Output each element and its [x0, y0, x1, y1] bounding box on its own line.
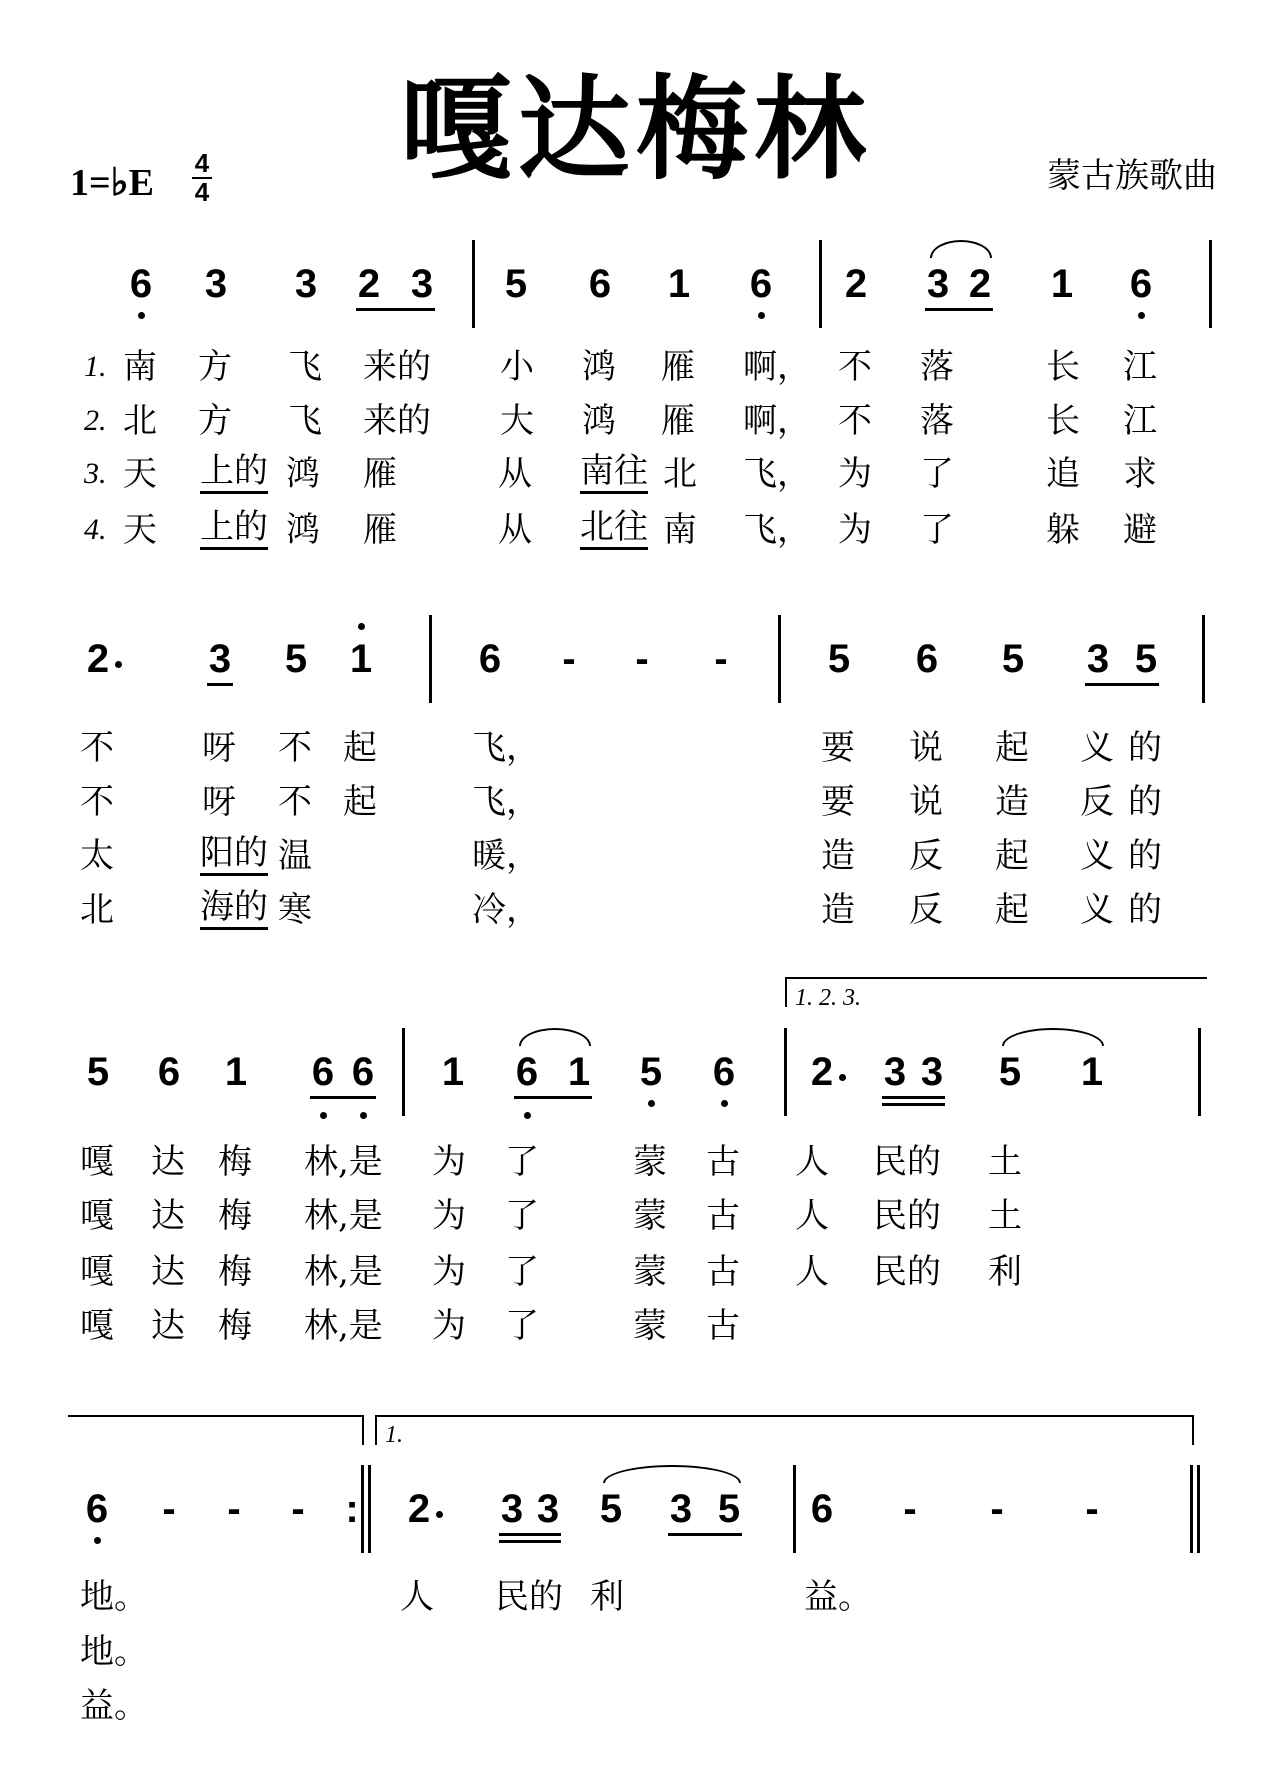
augmentation-dot — [436, 1511, 443, 1518]
time-numerator: 4 — [194, 148, 210, 178]
lyric-syllable: 造 — [821, 890, 855, 930]
lyric-syllable: 了 — [920, 510, 954, 550]
note: 3 — [536, 1487, 560, 1531]
beam-line — [882, 1103, 945, 1106]
beam-line — [356, 308, 435, 311]
note: 6 — [1129, 262, 1153, 306]
lyric-syllable: 造 — [821, 836, 855, 876]
note: 3 — [410, 262, 434, 306]
note: 3 — [294, 262, 318, 306]
lyric-syllable: 起 — [343, 728, 377, 768]
note: 5 — [86, 1050, 110, 1094]
note: 3 — [204, 262, 228, 306]
lyric-syllable: 从 — [498, 510, 532, 550]
note: 1 — [567, 1050, 591, 1094]
low-octave-dot — [721, 1100, 728, 1107]
note: 5 — [599, 1487, 623, 1531]
note: 1 — [224, 1050, 248, 1094]
volta-bracket-123 — [785, 977, 1207, 979]
note: 3 — [1086, 637, 1110, 681]
lyric-syllable: 躲 — [1046, 510, 1080, 550]
beam-line — [925, 308, 993, 311]
lyric-syllable: 飞 — [288, 347, 322, 387]
lyric-syllable: 温 — [278, 836, 312, 876]
lyric-syllable: 不 — [80, 728, 114, 768]
lyric-syllable: 的 — [1128, 728, 1162, 768]
lyric-syllable: 飞， — [743, 454, 811, 494]
lyric-syllable: 飞 — [288, 401, 322, 441]
beam-line — [1085, 683, 1159, 686]
note: 6 — [712, 1050, 736, 1094]
lyric-syllable: 鸿 — [286, 454, 320, 494]
note: 2 — [357, 262, 381, 306]
note: 5 — [717, 1487, 741, 1531]
lyric-syllable: 江 — [1123, 347, 1157, 387]
note: 5 — [998, 1050, 1022, 1094]
lyric-syllable: 民的 — [873, 1252, 941, 1292]
volta-bracket-repeat — [68, 1415, 364, 1417]
beam-line — [499, 1533, 561, 1536]
barline — [1197, 1465, 1200, 1553]
barline — [402, 1028, 405, 1116]
lyric-syllable: 地。 — [80, 1632, 148, 1672]
note: 6 — [515, 1050, 539, 1094]
note: 6 — [351, 1050, 375, 1094]
lyric-syllable: 地。 — [80, 1577, 148, 1617]
lyric-syllable: 嘎 — [80, 1306, 114, 1346]
barline — [1202, 615, 1205, 703]
lyric-syllable: 阳的 — [200, 836, 268, 876]
lyric-syllable: 要 — [821, 782, 855, 822]
lyric-syllable: 起 — [995, 890, 1029, 930]
lyric-syllable: 北 — [663, 454, 697, 494]
lyric-syllable: 避 — [1123, 510, 1157, 550]
lyric-syllable: 上的 — [200, 510, 268, 550]
lyric-syllable: 人 — [795, 1252, 829, 1292]
lyric-syllable: 小 — [500, 347, 534, 387]
repeat-sign: : — [345, 1487, 359, 1531]
lyric-syllable: 人 — [400, 1577, 434, 1617]
lyric-syllable: 南 — [663, 510, 697, 550]
lyric-syllable: 古 — [706, 1196, 740, 1236]
low-octave-dot — [320, 1112, 327, 1119]
lyric-syllable: 利 — [590, 1577, 624, 1617]
lyric-syllable: 飞， — [472, 728, 540, 768]
time-signature — [192, 150, 212, 206]
lyric-syllable: 天 — [123, 454, 157, 494]
barline — [472, 240, 475, 328]
volta-edge — [785, 979, 787, 1007]
lyric-syllable: 雁 — [363, 510, 397, 550]
lyric-syllable: 古 — [706, 1306, 740, 1346]
note: 3 — [920, 1050, 944, 1094]
lyric-syllable: 达 — [151, 1142, 185, 1182]
lyric-syllable: 南 — [123, 347, 157, 387]
note: 6 — [311, 1050, 335, 1094]
lyric-syllable: 为 — [432, 1252, 466, 1292]
lyric-syllable: 起 — [343, 782, 377, 822]
low-octave-dot — [524, 1112, 531, 1119]
note-dash: - — [990, 1487, 1004, 1531]
low-octave-dot — [1138, 312, 1145, 319]
lyric-syllable: 海的 — [200, 890, 268, 930]
volta-bracket-1 — [375, 1415, 1194, 1417]
lyric-syllable: 呀 — [202, 782, 236, 822]
barline — [793, 1465, 796, 1553]
note-dash: - — [291, 1487, 305, 1531]
note: 2 — [407, 1487, 431, 1531]
lyric-syllable: 达 — [151, 1306, 185, 1346]
high-octave-dot — [358, 623, 365, 630]
tie-arc — [519, 1028, 591, 1046]
lyric-syllable: 了 — [505, 1142, 539, 1182]
lyric-syllable: 雁 — [661, 347, 695, 387]
lyric-syllable: 说 — [909, 728, 943, 768]
note: 6 — [588, 262, 612, 306]
lyric-syllable: 落 — [920, 401, 954, 441]
lyric-syllable: 为 — [838, 510, 872, 550]
low-octave-dot — [94, 1537, 101, 1544]
note: 2 — [810, 1050, 834, 1094]
lyric-syllable: 林,是 — [304, 1306, 383, 1346]
lyric-syllable: 方 — [198, 347, 232, 387]
time-denominator: 4 — [194, 177, 210, 207]
lyric-syllable: 了 — [505, 1306, 539, 1346]
lyric-syllable: 蒙 — [633, 1252, 667, 1292]
lyric-syllable: 鸿 — [582, 401, 616, 441]
lyric-syllable: 啊， — [743, 347, 811, 387]
lyric-syllable: 太 — [80, 836, 114, 876]
low-octave-dot — [648, 1100, 655, 1107]
lyric-syllable: 义 — [1080, 728, 1114, 768]
note-dash: - — [903, 1487, 917, 1531]
lyric-syllable: 梅 — [218, 1196, 252, 1236]
lyric-syllable: 北往 — [580, 510, 648, 550]
lyric-syllable: 的 — [1128, 836, 1162, 876]
lyric-syllable: 蒙 — [633, 1196, 667, 1236]
beam-line — [514, 1096, 592, 1099]
lyric-syllable: 嘎 — [80, 1196, 114, 1236]
lyric-syllable: 梅 — [218, 1306, 252, 1346]
lyric-syllable: 暖， — [472, 836, 540, 876]
lyric-syllable: 寒 — [278, 890, 312, 930]
barline — [1198, 1028, 1201, 1116]
lyric-syllable: 蒙 — [633, 1306, 667, 1346]
beam-line — [207, 683, 233, 686]
barline — [778, 615, 781, 703]
note: 6 — [478, 637, 502, 681]
lyric-syllable: 梅 — [218, 1252, 252, 1292]
lyric-syllable: 飞， — [743, 510, 811, 550]
verse-number: 4. — [84, 513, 107, 546]
lyric-syllable: 呀 — [202, 728, 236, 768]
lyric-syllable: 不 — [278, 782, 312, 822]
lyric-syllable: 林,是 — [304, 1196, 383, 1236]
note: 6 — [915, 637, 939, 681]
verse-number: 1. — [84, 350, 107, 383]
low-octave-dot — [360, 1112, 367, 1119]
note: 1 — [667, 262, 691, 306]
augmentation-dot — [115, 661, 122, 668]
verse-number: 3. — [84, 457, 107, 490]
lyric-syllable: 反 — [1080, 782, 1114, 822]
note: 3 — [208, 637, 232, 681]
beam-line — [882, 1096, 945, 1099]
lyric-syllable: 求 — [1123, 454, 1157, 494]
lyric-syllable: 雁 — [363, 454, 397, 494]
lyric-syllable: 冷， — [472, 890, 540, 930]
lyric-syllable: 人 — [795, 1142, 829, 1182]
note: 2 — [968, 262, 992, 306]
barline — [429, 615, 432, 703]
note-dash: - — [162, 1487, 176, 1531]
lyric-syllable: 不 — [278, 728, 312, 768]
lyric-syllable: 来的 — [363, 401, 431, 441]
lyric-syllable: 蒙 — [633, 1142, 667, 1182]
lyric-syllable: 啊， — [743, 401, 811, 441]
barline — [819, 240, 822, 328]
key-signature: 1=♭E — [70, 162, 154, 204]
note: 6 — [85, 1487, 109, 1531]
note: 6 — [810, 1487, 834, 1531]
lyric-syllable: 土 — [988, 1142, 1022, 1182]
note: 1 — [1050, 262, 1074, 306]
volta-edge — [375, 1417, 377, 1445]
lyric-syllable: 飞， — [472, 782, 540, 822]
lyric-syllable: 达 — [151, 1252, 185, 1292]
lyric-syllable: 造 — [995, 782, 1029, 822]
lyric-syllable: 民的 — [873, 1196, 941, 1236]
lyric-syllable: 来的 — [363, 347, 431, 387]
lyric-syllable: 鸿 — [286, 510, 320, 550]
note: 6 — [157, 1050, 181, 1094]
lyric-syllable: 追 — [1046, 454, 1080, 494]
lyric-syllable: 不 — [838, 401, 872, 441]
augmentation-dot — [839, 1074, 846, 1081]
lyric-syllable: 起 — [995, 728, 1029, 768]
lyric-syllable: 为 — [838, 454, 872, 494]
song-origin: 蒙古族歌曲 — [1047, 156, 1217, 196]
lyric-syllable: 了 — [505, 1196, 539, 1236]
lyric-syllable: 嘎 — [80, 1142, 114, 1182]
lyric-syllable: 的 — [1128, 782, 1162, 822]
note-dash: - — [562, 637, 576, 681]
note: 6 — [129, 262, 153, 306]
lyric-syllable: 林,是 — [304, 1252, 383, 1292]
lyric-syllable: 方 — [198, 401, 232, 441]
barline — [361, 1465, 364, 1553]
volta-label-123: 1. 2. 3. — [795, 985, 861, 1011]
lyric-syllable: 的 — [1128, 890, 1162, 930]
lyric-syllable: 了 — [920, 454, 954, 494]
low-octave-dot — [758, 312, 765, 319]
lyric-syllable: 江 — [1123, 401, 1157, 441]
note-dash: - — [227, 1487, 241, 1531]
volta-edge — [1192, 1417, 1194, 1445]
lyric-syllable: 北 — [80, 890, 114, 930]
tie-arc — [603, 1465, 741, 1483]
lyric-syllable: 从 — [498, 454, 532, 494]
lyric-syllable: 义 — [1080, 836, 1114, 876]
lyric-syllable: 土 — [988, 1196, 1022, 1236]
beam-line — [499, 1540, 561, 1543]
beam-line — [668, 1533, 742, 1536]
lyric-syllable: 说 — [909, 782, 943, 822]
barline — [784, 1028, 787, 1116]
lyric-syllable: 不 — [838, 347, 872, 387]
note: 5 — [1134, 637, 1158, 681]
lyric-syllable: 达 — [151, 1196, 185, 1236]
lyric-syllable: 为 — [432, 1196, 466, 1236]
lyric-syllable: 大 — [500, 401, 534, 441]
low-octave-dot — [138, 312, 145, 319]
note: 3 — [883, 1050, 907, 1094]
note: 5 — [827, 637, 851, 681]
lyric-syllable: 了 — [505, 1252, 539, 1292]
lyric-syllable: 为 — [432, 1306, 466, 1346]
lyric-syllable: 长 — [1046, 347, 1080, 387]
beam-line — [310, 1096, 376, 1099]
lyric-syllable: 民的 — [495, 1577, 563, 1617]
note: 5 — [504, 262, 528, 306]
barline — [1209, 240, 1212, 328]
note: 6 — [749, 262, 773, 306]
lyric-syllable: 长 — [1046, 401, 1080, 441]
note: 1 — [349, 637, 373, 681]
tie-arc — [930, 240, 992, 258]
lyric-syllable: 利 — [988, 1252, 1022, 1292]
lyric-syllable: 落 — [920, 347, 954, 387]
lyric-syllable: 南往 — [580, 454, 648, 494]
lyric-syllable: 人 — [795, 1196, 829, 1236]
lyric-syllable: 北 — [123, 401, 157, 441]
lyric-syllable: 嘎 — [80, 1252, 114, 1292]
lyric-syllable: 鸿 — [582, 347, 616, 387]
song-title: 嘎达梅林 — [400, 64, 872, 195]
lyric-syllable: 反 — [909, 890, 943, 930]
volta-label-1: 1. — [385, 1422, 403, 1448]
note-dash: - — [1085, 1487, 1099, 1531]
lyric-syllable: 起 — [995, 836, 1029, 876]
note: 5 — [1001, 637, 1025, 681]
note: 2 — [86, 637, 110, 681]
note: 3 — [500, 1487, 524, 1531]
lyric-syllable: 要 — [821, 728, 855, 768]
note: 2 — [844, 262, 868, 306]
note: 1 — [441, 1050, 465, 1094]
lyric-syllable: 雁 — [661, 401, 695, 441]
barline — [368, 1465, 371, 1553]
note-dash: - — [635, 637, 649, 681]
barline — [1190, 1465, 1193, 1553]
note-dash: - — [714, 637, 728, 681]
note: 3 — [926, 262, 950, 306]
note: 5 — [284, 637, 308, 681]
lyric-syllable: 民的 — [873, 1142, 941, 1182]
tie-arc — [1002, 1028, 1104, 1046]
verse-number: 2. — [84, 404, 107, 437]
lyric-syllable: 天 — [123, 510, 157, 550]
lyric-syllable: 古 — [706, 1252, 740, 1292]
lyric-syllable: 不 — [80, 782, 114, 822]
lyric-syllable: 林,是 — [304, 1142, 383, 1182]
lyric-syllable: 义 — [1080, 890, 1114, 930]
lyric-syllable: 益。 — [804, 1577, 872, 1617]
lyric-syllable: 益。 — [80, 1686, 148, 1726]
lyric-syllable: 反 — [909, 836, 943, 876]
lyric-syllable: 古 — [706, 1142, 740, 1182]
lyric-syllable: 梅 — [218, 1142, 252, 1182]
lyric-syllable: 为 — [432, 1142, 466, 1182]
note: 1 — [1080, 1050, 1104, 1094]
note: 5 — [639, 1050, 663, 1094]
note: 3 — [669, 1487, 693, 1531]
volta-edge — [362, 1417, 364, 1445]
lyric-syllable: 上的 — [200, 454, 268, 494]
